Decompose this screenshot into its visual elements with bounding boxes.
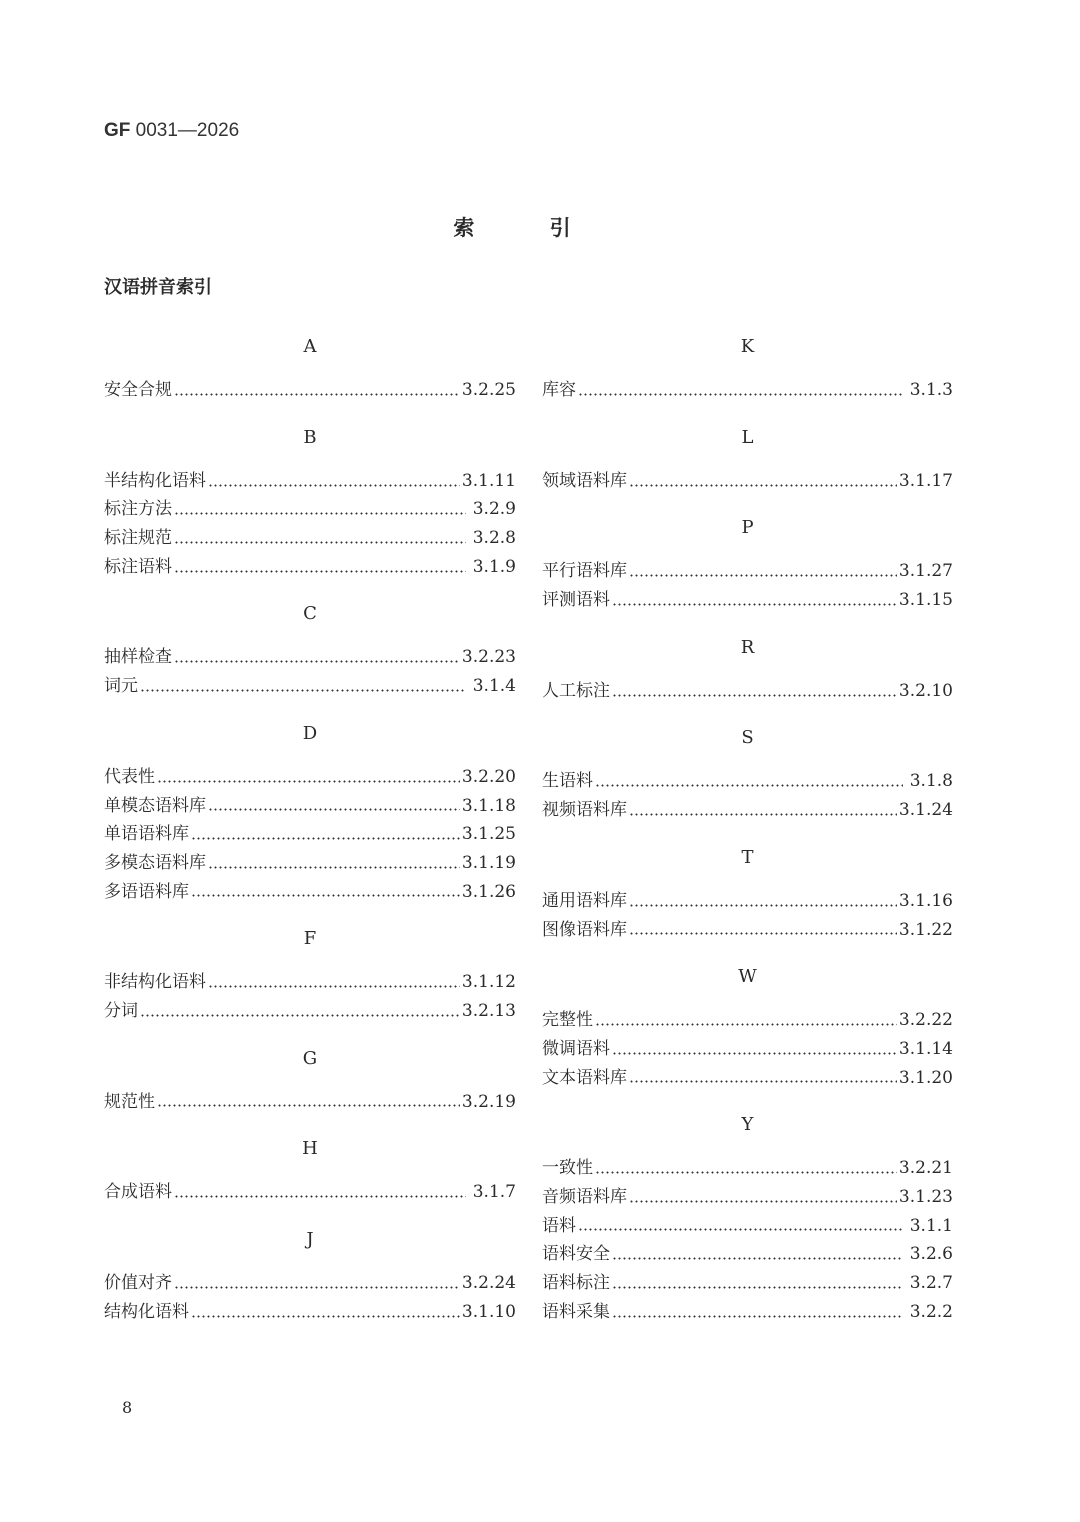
index-term: 代表性 [104,766,155,787]
dot-leader [157,1104,460,1107]
index-term: 平行语料库 [542,561,627,582]
index-entry [104,878,516,907]
dot-leader [595,784,903,787]
page-title: 索 引 [453,216,605,240]
index-reference: 3.1.16 [898,890,953,911]
dot-leader [191,837,460,840]
index-term: 语料标注 [542,1273,610,1293]
index-entry [104,1298,516,1327]
index-letter-heading: F [303,928,317,950]
index-group [542,1108,953,1326]
dot-leader [578,393,903,396]
dot-leader [174,541,466,544]
index-term: 库容 [542,380,576,400]
index-term: 领域语料库 [542,470,627,491]
index-letter-heading: T [741,846,754,868]
index-reference: 3.1.24 [898,800,953,821]
dot-leader [629,1200,897,1203]
index-letter-heading: G [302,1047,318,1069]
index-entry [104,968,516,997]
index-term: 规范性 [104,1091,155,1112]
index-letter-heading: K [740,336,755,357]
index-reference: 3.2.21 [898,1158,953,1179]
index-term: 多模态语料库 [104,852,206,873]
index-reference: 3.2.8 [472,528,516,549]
index-entry [104,849,516,878]
index-term: 非结构化语料 [104,972,206,993]
dot-leader [208,866,460,869]
dot-leader [595,1023,897,1026]
index-entry [104,672,516,701]
index-reference: 3.2.7 [909,1273,953,1293]
page-number: 8 [122,1398,133,1417]
index-letter-heading: J [306,1229,314,1250]
dot-leader [612,603,897,606]
index-term: 语料采集 [542,1301,610,1322]
index-entry [542,1006,953,1035]
index-group [542,421,953,496]
index-reference: 3.1.10 [461,1301,516,1322]
index-entry [542,1035,953,1064]
index-reference: 3.2.19 [461,1091,516,1112]
dot-leader [612,1052,897,1055]
document-code-prefix: GF [104,120,131,141]
index-reference: 3.1.23 [898,1186,953,1207]
dot-leader [140,1014,460,1017]
index-group [104,1223,516,1326]
dot-leader [629,1080,897,1083]
index-reference: 3.2.20 [461,766,516,787]
index-term: 分词 [104,1000,138,1021]
index-term: 图像语料库 [542,919,627,940]
index-entry [542,1064,953,1093]
index-reference: 3.1.7 [472,1182,516,1203]
index-reference: 3.1.8 [909,771,953,792]
dot-leader [208,484,460,487]
index-entry [104,763,516,792]
index-letter-heading: D [302,722,318,744]
index-entry [104,643,516,672]
index-group [542,511,953,614]
index-letter-heading: C [303,603,317,625]
index-reference: 3.1.15 [898,590,953,611]
index-column-left [104,330,516,1342]
dot-leader [612,694,897,697]
index-reference: 3.1.12 [461,972,516,993]
dot-leader [578,1228,903,1231]
index-term: 合成语料 [104,1182,172,1203]
index-term: 结构化语料 [104,1301,189,1322]
dot-leader [629,813,897,816]
index-term: 人工标注 [542,680,610,701]
index-term: 抽样检查 [104,647,172,668]
index-group [542,960,953,1092]
index-entry [542,557,953,586]
index-letter-heading: A [303,336,317,357]
index-term: 语料安全 [542,1244,610,1265]
index-letter-heading: W [738,966,757,988]
index-entry [104,1269,516,1298]
dot-leader [629,484,897,487]
dot-leader [191,894,460,897]
index-term: 完整性 [542,1010,593,1031]
index-entry [542,916,953,945]
index-term: 单模态语料库 [104,795,206,816]
index-group [104,922,516,1025]
index-term: 文本语料库 [542,1067,627,1088]
index-term: 安全合规 [104,380,172,400]
index-term: 单语语料库 [104,824,189,845]
index-reference: 3.1.4 [472,676,516,697]
index-reference: 3.1.1 [909,1215,953,1236]
index-entry [104,495,516,524]
index-term: 微调语料 [542,1038,610,1059]
dot-leader [629,932,897,935]
index-reference: 3.2.10 [898,680,953,701]
index-term: 音频语料库 [542,1186,627,1207]
dot-leader [612,1315,903,1318]
index-reference: 3.1.18 [461,795,516,816]
document-code-number: 0031—2026 [130,120,240,141]
index-reference: 3.1.11 [461,470,516,491]
dot-leader [208,985,460,988]
dot-leader [174,570,466,573]
index-entry [542,1298,953,1327]
dot-leader [191,1315,460,1318]
index-group [542,631,953,706]
index-letter-heading: S [741,727,754,749]
index-entry [104,524,516,553]
index-entry [542,1183,953,1212]
index-entry [542,467,953,496]
index-group [104,1132,516,1207]
index-reference: 3.2.2 [909,1301,953,1322]
index-term: 通用语料库 [542,890,627,911]
section-subtitle: 汉语拼音索引 [104,277,212,298]
index-term: 半结构化语料 [104,470,206,491]
index-entry [542,376,953,405]
index-reference: 3.2.13 [461,1000,516,1021]
index-entry [104,1178,516,1207]
dot-leader [174,660,460,663]
dot-leader [208,808,460,811]
dot-leader [174,1286,460,1289]
index-entry [104,553,516,582]
index-entry [542,1269,953,1298]
index-term: 标注语料 [104,556,172,577]
dot-leader [174,393,460,396]
index-reference: 3.1.22 [898,919,953,940]
index-group [542,721,953,824]
index-term: 词元 [104,676,138,697]
index-entry [104,792,516,821]
dot-leader [629,904,897,907]
index-letter-heading: B [303,426,317,448]
index-term: 语料 [542,1215,576,1236]
index-letter-heading: R [740,636,755,658]
index-term: 一致性 [542,1158,593,1179]
index-term: 视频语料库 [542,800,627,821]
index-entry [104,1088,516,1117]
index-reference: 3.1.14 [898,1038,953,1059]
index-reference: 3.1.3 [909,380,953,400]
index-term: 多语语料库 [104,881,189,902]
index-reference: 3.2.24 [461,1273,516,1293]
index-reference: 3.2.9 [472,499,516,520]
index-entry [104,820,516,849]
index-reference: 3.1.19 [461,852,516,873]
index-reference: 3.1.27 [898,561,953,582]
index-reference: 3.1.25 [461,824,516,845]
index-letter-heading: L [741,426,754,448]
index-group [104,330,516,405]
document-code [104,120,239,142]
index-reference: 3.2.22 [898,1010,953,1031]
index-entry [104,467,516,496]
index-term: 标注规范 [104,528,172,549]
index-reference: 3.1.26 [461,881,516,902]
index-entry [542,767,953,796]
index-letter-heading: H [302,1138,318,1160]
index-group [542,841,953,944]
index-entry [542,887,953,916]
dot-leader [612,1286,903,1289]
index-entry [542,796,953,825]
index-entry [104,376,516,405]
index-group [104,421,516,582]
dot-leader [612,1257,903,1260]
index-term: 评测语料 [542,590,610,611]
index-letter-heading: Y [741,1114,754,1136]
index-letter-heading: P [741,517,754,539]
dot-leader [595,1171,897,1174]
index-term: 生语料 [542,771,593,792]
index-entry [542,1212,953,1241]
dot-leader [157,780,460,783]
index-entry [542,1240,953,1269]
index-reference: 3.1.9 [472,556,516,577]
index-entry [542,1154,953,1183]
index-reference: 3.2.23 [461,647,516,668]
index-group [104,1042,516,1117]
index-entry [542,586,953,615]
index-reference: 3.2.25 [461,380,516,400]
dot-leader [629,574,897,577]
index-term: 标注方法 [104,499,172,520]
dot-leader [174,512,466,515]
index-group [542,330,953,405]
index-group [104,597,516,700]
index-term: 价值对齐 [104,1273,172,1293]
index-entry [542,677,953,706]
index-reference: 3.2.6 [909,1244,953,1265]
index-reference: 3.1.17 [898,470,953,491]
index-column-right [542,330,953,1342]
index-group [104,717,516,906]
index-reference: 3.1.20 [898,1067,953,1088]
dot-leader [174,1195,466,1198]
dot-leader [140,689,466,692]
index-entry [104,997,516,1026]
